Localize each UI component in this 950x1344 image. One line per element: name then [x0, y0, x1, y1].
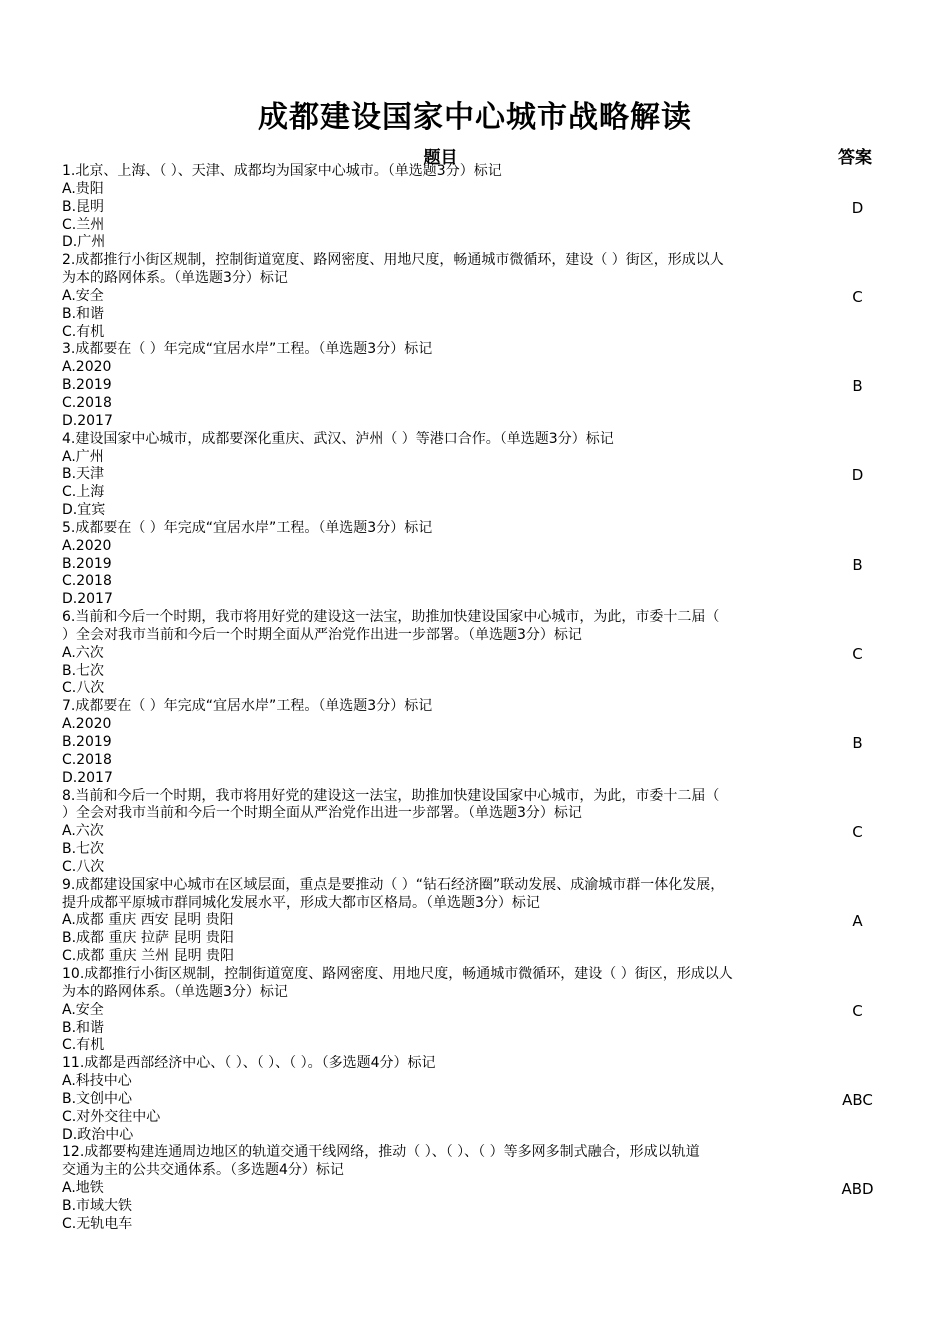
option-text: D.政治中心 [62, 1126, 134, 1143]
option-text: B.2019 [62, 555, 112, 572]
answer-value: ABD [841, 1180, 874, 1199]
option-text: C.2018 [62, 573, 112, 590]
option-text: C.对外交往中心 [62, 1108, 161, 1125]
question-row [62, 431, 896, 520]
answer-value: B [852, 377, 863, 396]
option-text: B.成都 重庆 拉萨 昆明 贵阳 [62, 930, 234, 947]
answer-value: B [852, 555, 863, 574]
question-text-continued: 提升成都平原城市群同城化发展水平，形成大都市区格局。（单选题3分）标记 [62, 894, 540, 911]
option-text: A.安全 [62, 287, 104, 304]
question-text: 8.当前和今后一个时期，我市将用好党的建设这一法宝，助推加快建设国家中心城市，为此，市委十二届（ [62, 787, 720, 804]
option-text: B.昆明 [62, 198, 105, 215]
question-row [62, 1144, 896, 1233]
option-text: C.有机 [62, 323, 105, 340]
option-text: B.天津 [62, 466, 105, 483]
option-text: B.2019 [62, 734, 112, 750]
question-list [62, 163, 896, 1234]
option-text: C.兰州 [62, 216, 105, 233]
question-row [62, 252, 896, 341]
question-text-continued: ）全会对我市当前和今后一个时期全面从严治党作出进一步部署。（单选题3分）标记 [62, 805, 582, 822]
option-text: C.成都 重庆 兰州 昆明 贵阳 [62, 948, 235, 965]
option-text: A.2020 [62, 359, 112, 376]
question-row [62, 1055, 896, 1144]
option-text: D.广州 [62, 234, 106, 251]
answer-value: C [852, 823, 863, 842]
question-text-continued: 为本的路网体系。（单选题3分）标记 [62, 983, 288, 1000]
answer-value: C [852, 1001, 863, 1020]
option-text: A.成都 重庆 西安 昆明 贵阳 [62, 912, 234, 929]
question-text: 7.成都要在（ ）年完成“宜居水岸”工程。（单选题3分）标记 [62, 698, 433, 715]
question-row [62, 698, 896, 787]
option-text: A.六次 [62, 823, 104, 840]
question-row [62, 877, 896, 966]
option-text: A.六次 [62, 644, 104, 661]
option-text: C.有机 [62, 1037, 105, 1054]
question-text-continued: ）全会对我市当前和今后一个时期全面从严治党作出进一步部署。（单选题3分）标记 [62, 626, 582, 643]
option-text: A.贵阳 [62, 180, 104, 197]
option-text: A.2020 [62, 716, 112, 733]
answer-value: C [852, 644, 863, 663]
answer-value: D [851, 198, 864, 217]
option-text: B.文创中心 [62, 1090, 133, 1107]
question-row [62, 609, 896, 698]
answer-value: C [852, 287, 863, 306]
question-text: 1.北京、上海、（ ）、天津、成都均为国家中心城市。（单选题3分）标记 [62, 163, 502, 179]
question-text: 11.成都是西部经济中心、（ ）、（ ）、（ ）。（多选题4分）标记 [62, 1055, 436, 1072]
option-text: D.2017 [62, 412, 113, 429]
document-title: 成都建设国家中心城市战略解读 [258, 100, 692, 135]
question-text: 2.成都推行小街区规制，控制街道宽度、路网密度、用地尺度，畅通城市微循环，建设（ ）街区，形成以人 [62, 252, 724, 269]
question-text-continued: 交通为主的公共交通体系。（多选题4分）标记 [62, 1162, 344, 1179]
question-text: 9.成都建设国家中心城市在区域层面，重点是要推动（ ）“钻石经济圈”联动发展、成渝城市群一体化发展， [62, 876, 725, 893]
question-row [62, 163, 896, 252]
option-text: C.2018 [62, 751, 112, 768]
question-row [62, 788, 896, 877]
answer-value: A [852, 912, 863, 931]
option-text: C.八次 [62, 858, 105, 875]
option-text: A.安全 [62, 1001, 104, 1018]
answer-value: ABC [842, 1090, 873, 1109]
question-row [62, 341, 896, 430]
option-text: B.2019 [62, 377, 112, 394]
question-column-header: 题目 [423, 148, 458, 168]
question-text: 5.成都要在（ ）年完成“宜居水岸”工程。（单选题3分）标记 [62, 519, 433, 536]
option-text: B.七次 [62, 662, 105, 679]
option-text: D.宜宾 [62, 502, 106, 519]
question-text: 3.成都要在（ ）年完成“宜居水岸”工程。（单选题3分）标记 [62, 341, 433, 358]
option-text: A.2020 [62, 537, 112, 554]
option-text: C.无轨电车 [62, 1215, 133, 1232]
option-text: A.科技中心 [62, 1073, 132, 1090]
option-text: C.上海 [62, 484, 105, 501]
option-text: B.市域大铁 [62, 1197, 133, 1214]
question-row [62, 966, 896, 1055]
question-text: 4.建设国家中心城市，成都要深化重庆、武汉、泸州（ ）等港口合作。（单选题3分）标记 [62, 430, 614, 447]
question-text-continued: 为本的路网体系。（单选题3分）标记 [62, 270, 288, 287]
question-row [62, 520, 896, 609]
answer-value: D [851, 466, 864, 485]
option-text: B.和谐 [62, 305, 105, 322]
option-text: C.八次 [62, 680, 105, 697]
answer-column-header: 答案 [838, 148, 872, 168]
option-text: D.2017 [62, 591, 113, 608]
option-text: B.和谐 [62, 1019, 105, 1036]
question-text: 10.成都推行小街区规制，控制街道宽度、路网密度、用地尺度，畅通城市微循环，建设（ ）街区，形成以人 [62, 965, 733, 982]
option-text: C.2018 [62, 394, 112, 411]
option-text: A.地铁 [62, 1180, 104, 1197]
question-text: 12.成都要构建连通周边地区的轨道交通干线网络，推动（ ）、（ ）、（ ）等多网多制式融合，形成以轨道 [62, 1144, 700, 1161]
option-text: B.七次 [62, 841, 105, 858]
option-text: A.广州 [62, 448, 104, 465]
option-text: D.2017 [62, 769, 113, 786]
answer-value: B [852, 733, 863, 752]
question-text: 6.当前和今后一个时期，我市将用好党的建设这一法宝，助推加快建设国家中心城市，为此，市委十二届（ [62, 609, 720, 626]
